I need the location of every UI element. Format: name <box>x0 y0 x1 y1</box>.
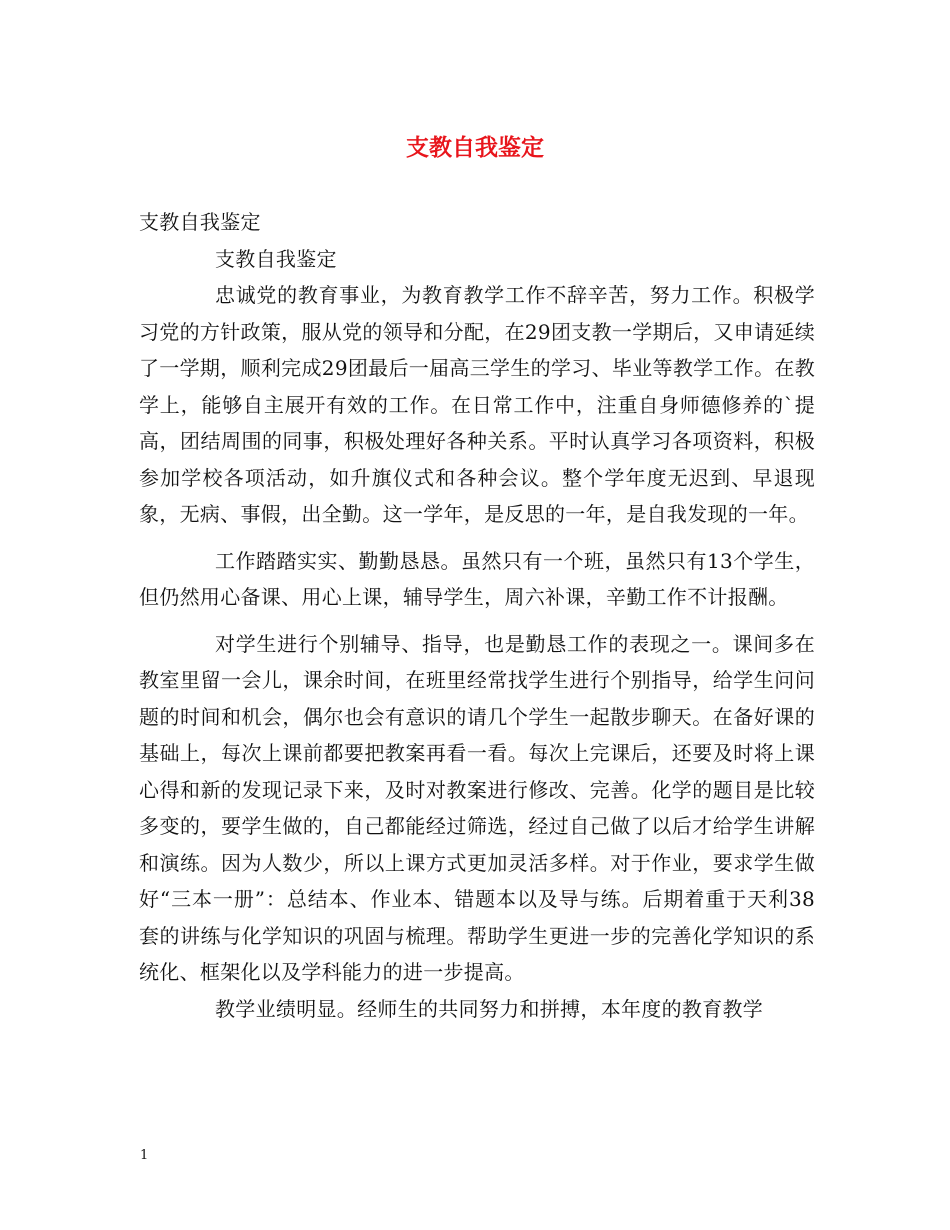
document-body <box>139 204 815 1027</box>
paragraph-4: 教学业绩明显。经师生的共同努力和拼搏，本年度的教育教学 <box>215 996 764 1021</box>
paragraph-2: 工作踏踏实实、勤勤恳恳。虽然只有一个班，虽然只有13个学生，但仍然用心备课、用心上课，辅导学生，周六补课，辛勤工作不计报酬。 <box>139 548 815 609</box>
subheading-line: 支教自我鉴定 <box>215 246 337 271</box>
paragraph-3: 对学生进行个别辅导、指导，也是勤恳工作的表现之一。课间多在教室里留一会儿，课余时间，在班里经常找学生进行个别指导，给学生问问题的时间和机会，偶尔也会有意识的请几个学生一起散步聊天。在备好课的基础上，每次上课前都要把教案再看一看。每次上完课后，还要及时将上课心得和新的发现记录下来，及时对教案进行修改、完善。化学的题目是比较多变的，要学生做的，自己都能经过筛选，经过自己做了以后才给学生讲解和演练。因为人数少，所以上课方式更加灵活多样。对于作业，要求学生做好“三本一册”：总结本、作业本、错题本以及导与练。后期着重于天利38套的讲练与化学知识的巩固与梳理。帮助学生更进一步的完善化学知识的系统化、框架化以及学科能力的进一步提高。 <box>139 631 815 984</box>
page-number: 1 <box>140 1148 149 1163</box>
paragraph-1: 忠诚党的教育事业，为教育教学工作不辞辛苦，努力工作。积极学习党的方针政策，服从党的领导和分配，在29团支教一学期后，又申请延续了一学期，顺利完成29团最后一届高三学生的学习、毕业等教学工作。在教学上，能够自主展开有效的工作。在日常工作中，注重自身师德修养的`提高，团结周围的同事，积极处理好各种关系。平时认真学习各项资料，积极参加学校各项活动，如升旗仪式和各种会议。整个学年度无迟到、早退现象，无病、事假，出全勤。这一学年，是反思的一年，是自我发现的一年。 <box>139 283 815 526</box>
document-title: 支教自我鉴定 <box>406 134 544 161</box>
heading-line: 支教自我鉴定 <box>139 210 261 234</box>
